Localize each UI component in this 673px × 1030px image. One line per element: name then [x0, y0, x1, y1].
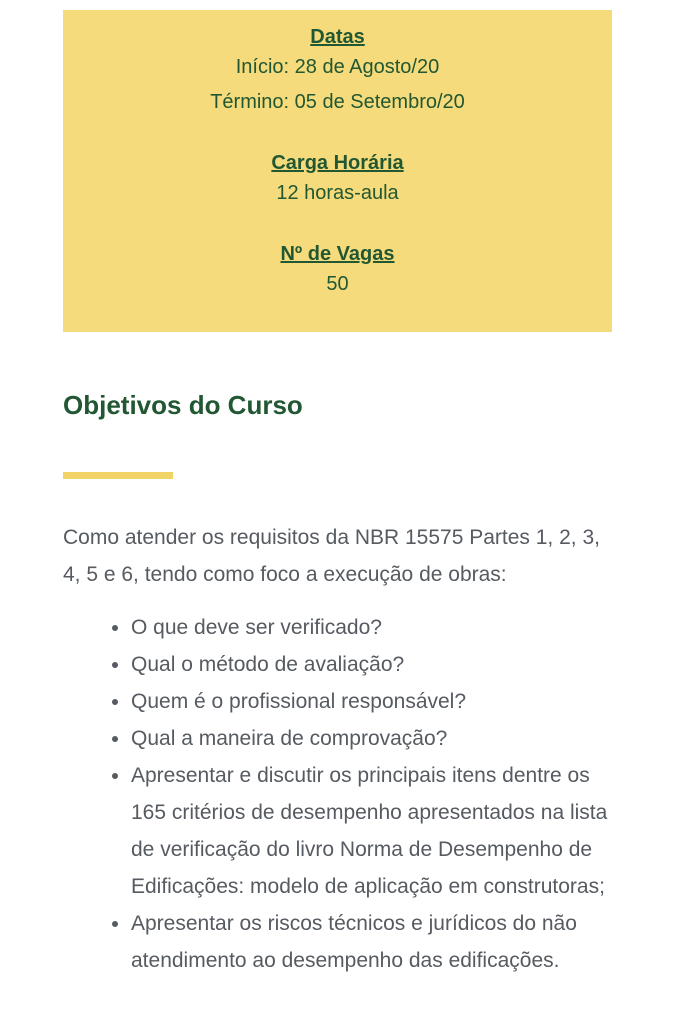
start-date: Início: 28 de Agosto/20 [235, 56, 440, 78]
vacancies-section [73, 241, 602, 302]
section-title-objectives: Objetivos do Curso [63, 390, 303, 420]
list-item: • O que deve ser verificado? [131, 609, 623, 646]
end-date: Término: 05 de Setembro/20 [210, 91, 465, 113]
workload-heading: Carga Horária [271, 152, 404, 174]
workload-value: 12 horas-aula [276, 182, 399, 204]
list-item: • Quem é o profissional responsável? [131, 683, 623, 720]
objectives-intro-paragraph: Como atender os requisitos da NBR 15575 Partes 1, 2, 3, 4, 5 e 6, tendo como foco a execução de obras: [63, 526, 600, 586]
workload-section [73, 150, 602, 211]
dates-heading: Datas [310, 26, 365, 48]
objectives-list [63, 609, 623, 979]
list-item: • Qual a maneira de comprovação? [131, 720, 623, 757]
list-item: • Qual o método de avaliação? [131, 646, 623, 683]
list-item: • Apresentar os riscos técnicos e jurídicos do não atendimento ao desempenho das edificações. [131, 905, 623, 979]
list-item: • Apresentar e discutir os principais itens dentre os 165 critérios de desempenho apresentados na lista de verificação do livro Norma de Desempenho de Edificações: modelo de aplicação em construtoras; [131, 757, 623, 905]
dates-section [73, 24, 602, 120]
vacancies-heading: Nº de Vagas [280, 243, 395, 265]
accent-divider [63, 472, 173, 479]
vacancies-value: 50 [326, 273, 349, 295]
course-info-box [63, 10, 612, 332]
